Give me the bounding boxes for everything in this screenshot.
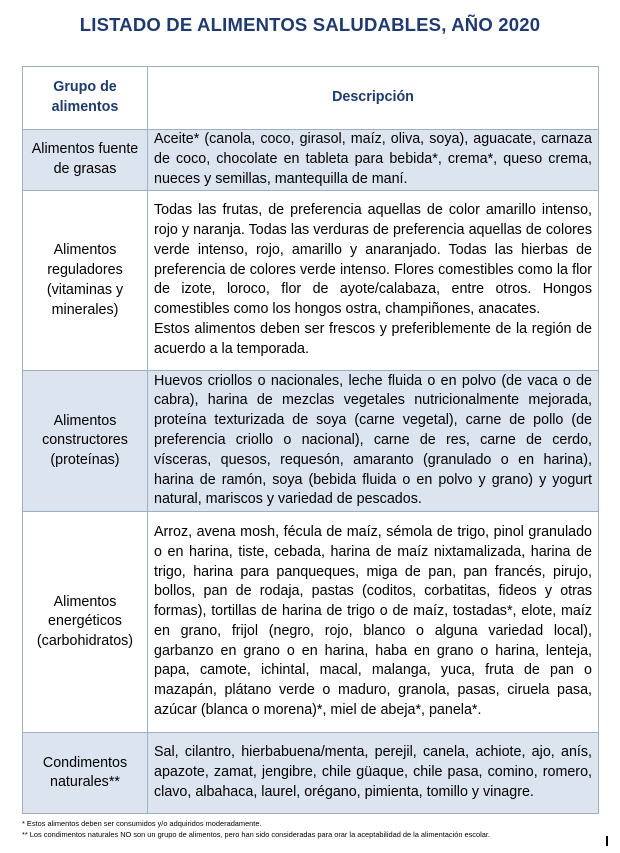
table-row (23, 191, 599, 371)
row-group: Alimentos fuente de grasas (23, 130, 148, 191)
description-text: Aceite* (canola, coco, girasol, maíz, oliva, soya), aguacate, carnaza de coco, chocolate en tableta para bebida*, crema*, queso crema, nueces y semillas, mantequilla de maní. (154, 131, 592, 187)
table-row (23, 733, 599, 814)
row-group: Alimentos constructores (proteínas) (23, 371, 148, 512)
description-text: Estos alimentos deben ser frescos y preferiblemente de la región de acuerdo a la temporada. (154, 320, 592, 357)
header-group: Grupo de alimentos (23, 67, 148, 130)
description-text: Sal, cilantro, hierbabuena/menta, perejil, canela, achiote, ajo, anís, apazote, zamat, jengibre, chile güaque, chile pasa, comino, romero, clavo, albahaca, laurel, orégano, pimienta, tomillo y vinagre. (154, 744, 592, 800)
header-description: Descripción (148, 67, 599, 130)
row-description (148, 733, 599, 814)
food-table (22, 66, 599, 814)
row-group: Alimentos energéticos (carbohidratos) (23, 512, 148, 733)
table-row (23, 371, 599, 512)
row-group: Condimentos naturales** (23, 733, 148, 814)
row-description (148, 512, 599, 733)
description-text: Arroz, avena mosh, fécula de maíz, sémola de trigo, pinol granulado o en harina, tiste, cebada, harina de maíz nixtamalizada, harina de trigo, harina para panqueques, miga de pan, pan francés, pirujo, bollos, pan de rodaja, pastas (coditos, corbatitas, fideos y otras formas), tortillas de harina de trigo o de maíz, tostadas*, elote, maíz en grano, frijol (negro, rojo, blanco o alguna variedad local), garbanzo en grano o en harina, haba en grano o harina, lenteja, papa, camote, ichintal, macal, malanga, yuca, fruta de pan o mazapán, plátano verde o maduro, granola, pasas, ciruela pasa, azúcar (blanca o morena)*, miel de abeja*, panela*. (154, 523, 592, 719)
footnotes (22, 818, 612, 840)
footnote: ** Los condimentos naturales NO son un grupo de alimentos, pero han sido consideradas para orar la aceptabilidad de la alimentación escolar. (22, 830, 490, 839)
description-text: Todas las frutas, de preferencia aquellas de color amarillo intenso, rojo y naranja. Todas las verduras de preferencia aquellas de colores verde intenso, rojo, amarillo y anaranjado. Todas las hierbas de preferencia de colores verde intenso. Flores comestibles como la flor de izote, loroco, flor de ayote/calabaza, entre otros. Hongos comestibles como los hongos ostra, champiñones, anacates. (154, 202, 592, 318)
row-description (148, 371, 599, 512)
table-row (23, 512, 599, 733)
footnote: * Estos alimentos deben ser consumidos y/o adquiridos moderadamente. (22, 819, 262, 828)
row-group: Alimentos reguladores (vitaminas y minerales) (23, 191, 148, 371)
row-description (148, 130, 599, 191)
description-text: Huevos criollos o nacionales, leche fluida o en polvo (de vaca o de cabra), harina de mezclas vegetales nutricionalmente mejorada, proteína texturizada de soya (carne vegetal), carne de pollo (de preferencia criollo o nacional), carne de res, carne de cerdo, vísceras, quesos, requesón, amaranto (granulado o en harina), harina de ramón, soya (bebida fluida o en polvo y grano) y yogurt natural, mariscos y variedad de pescados. (154, 372, 592, 508)
text-cursor-mark (606, 836, 608, 846)
page-title: LISTADO DE ALIMENTOS SALUDABLES, AÑO 2020 (79, 14, 541, 35)
row-description (148, 191, 599, 371)
table-row (23, 130, 599, 191)
